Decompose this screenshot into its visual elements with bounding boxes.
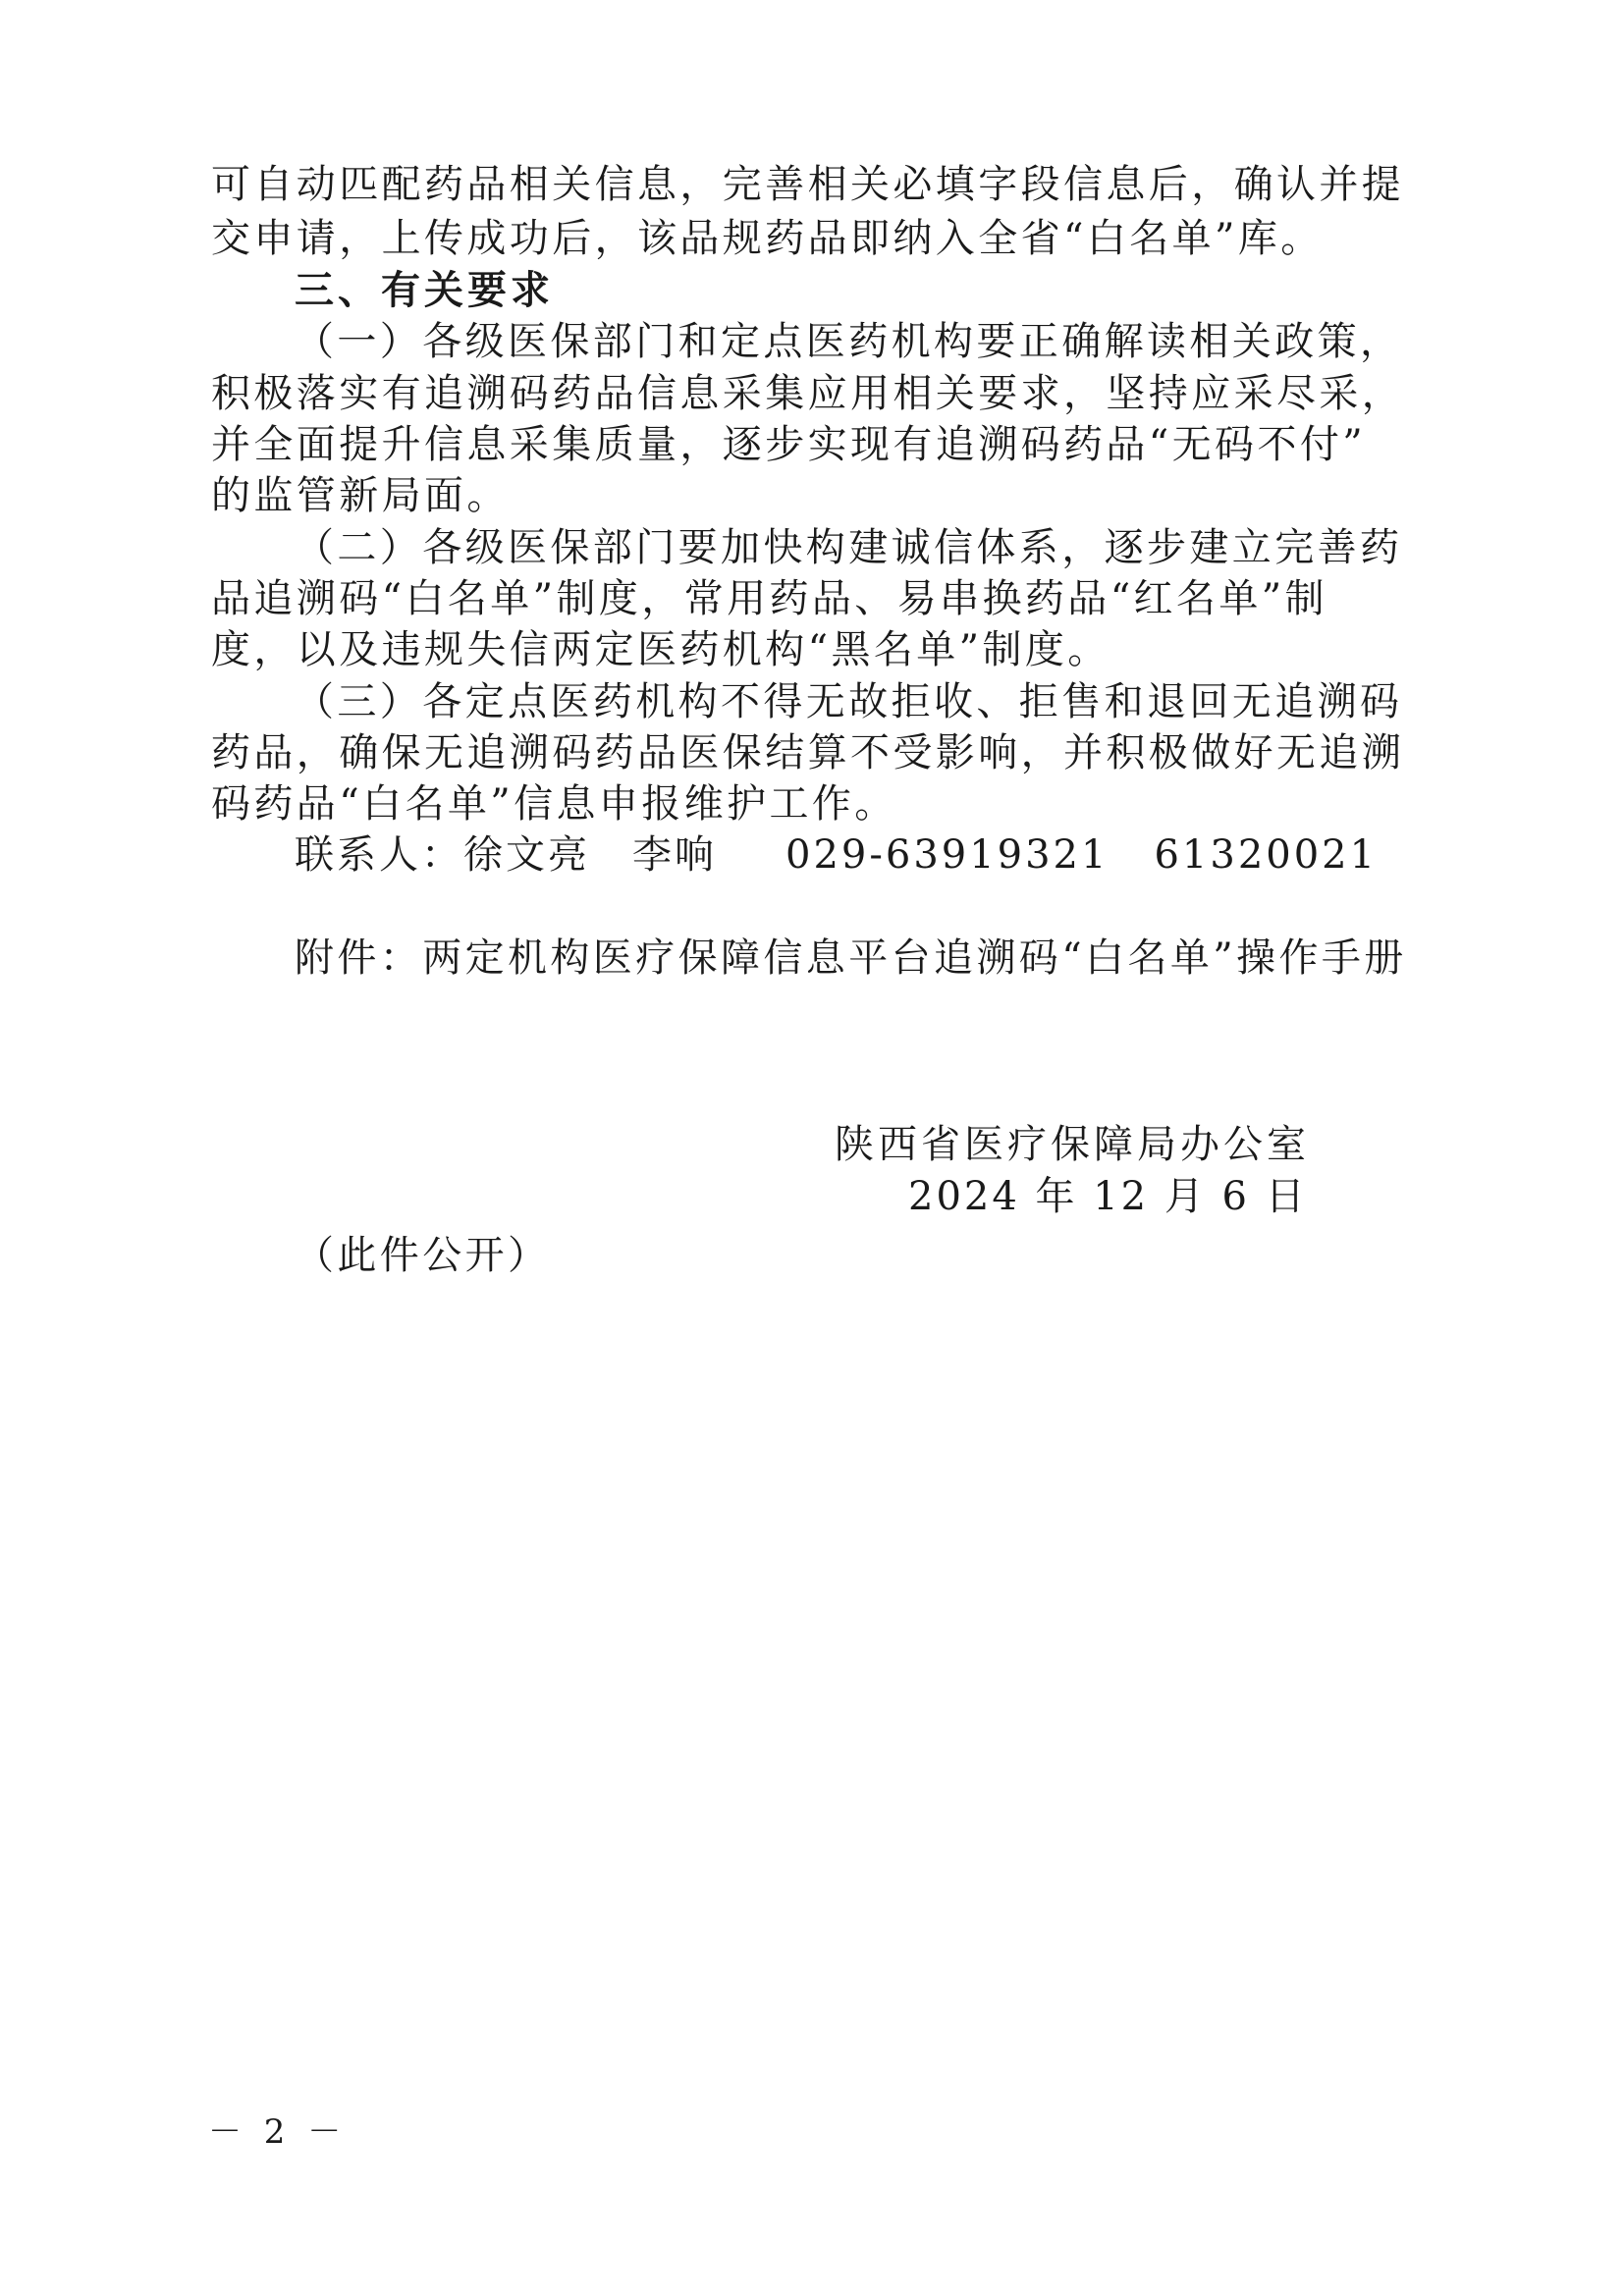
contact-label: 联系人： <box>295 832 463 878</box>
paragraph-line: 可自动匹配药品相关信息，完善相关必填字段信息后，确认并提 <box>211 162 1405 207</box>
contact-phone-1: 029-63919321 <box>785 832 1110 878</box>
paragraph-line: 度，以及违规失信两定医药机构“黑名单”制度。 <box>211 627 1110 672</box>
issue-date: 2024 年 12 月 6 日 <box>908 1174 1308 1219</box>
contact-names: 徐文亮 李响 <box>463 832 717 878</box>
paragraph-line: 码药品“白名单”信息申报维护工作。 <box>211 781 897 827</box>
contact-line <box>295 829 1378 881</box>
paragraph-line: （三）各定点医药机构不得无故拒收、拒售和退回无追溯码 <box>295 679 1403 724</box>
paragraph-line: 品追溯码“白名单”制度，常用药品、易串换药品“红名单”制 <box>211 576 1327 621</box>
paragraph-line: 的监管新局面。 <box>211 473 510 518</box>
paragraph-line: 药品，确保无追溯码药品医保结算不受影响，并积极做好无追溯 <box>211 730 1405 775</box>
attachment-line: 附件：两定机构医疗保障信息平台追溯码“白名单”操作手册 <box>295 935 1407 981</box>
paragraph-line: 交申请，上传成功后，该品规药品即纳入全省“白名单”库。 <box>211 216 1324 261</box>
disclosure-note: （此件公开） <box>295 1233 551 1278</box>
page-number: － 2 － <box>208 2112 348 2152</box>
paragraph-line: （二）各级医保部门要加快构建诚信体系，逐步建立完善药 <box>295 525 1403 570</box>
contact-phone-2: 61320021 <box>1154 832 1379 878</box>
paragraph-line: 并全面提升信息采集质量，逐步实现有追溯码药品“无码不付” <box>211 422 1367 467</box>
issuing-organization: 陕西省医疗保障局办公室 <box>835 1122 1310 1167</box>
section-heading: 三、有关要求 <box>295 268 554 313</box>
paragraph-line: （一）各级医保部门和定点医药机构要正确解读相关政策， <box>295 319 1403 364</box>
paragraph-line: 积极落实有追溯码药品信息采集应用相关要求，坚持应采尽采， <box>211 371 1405 416</box>
